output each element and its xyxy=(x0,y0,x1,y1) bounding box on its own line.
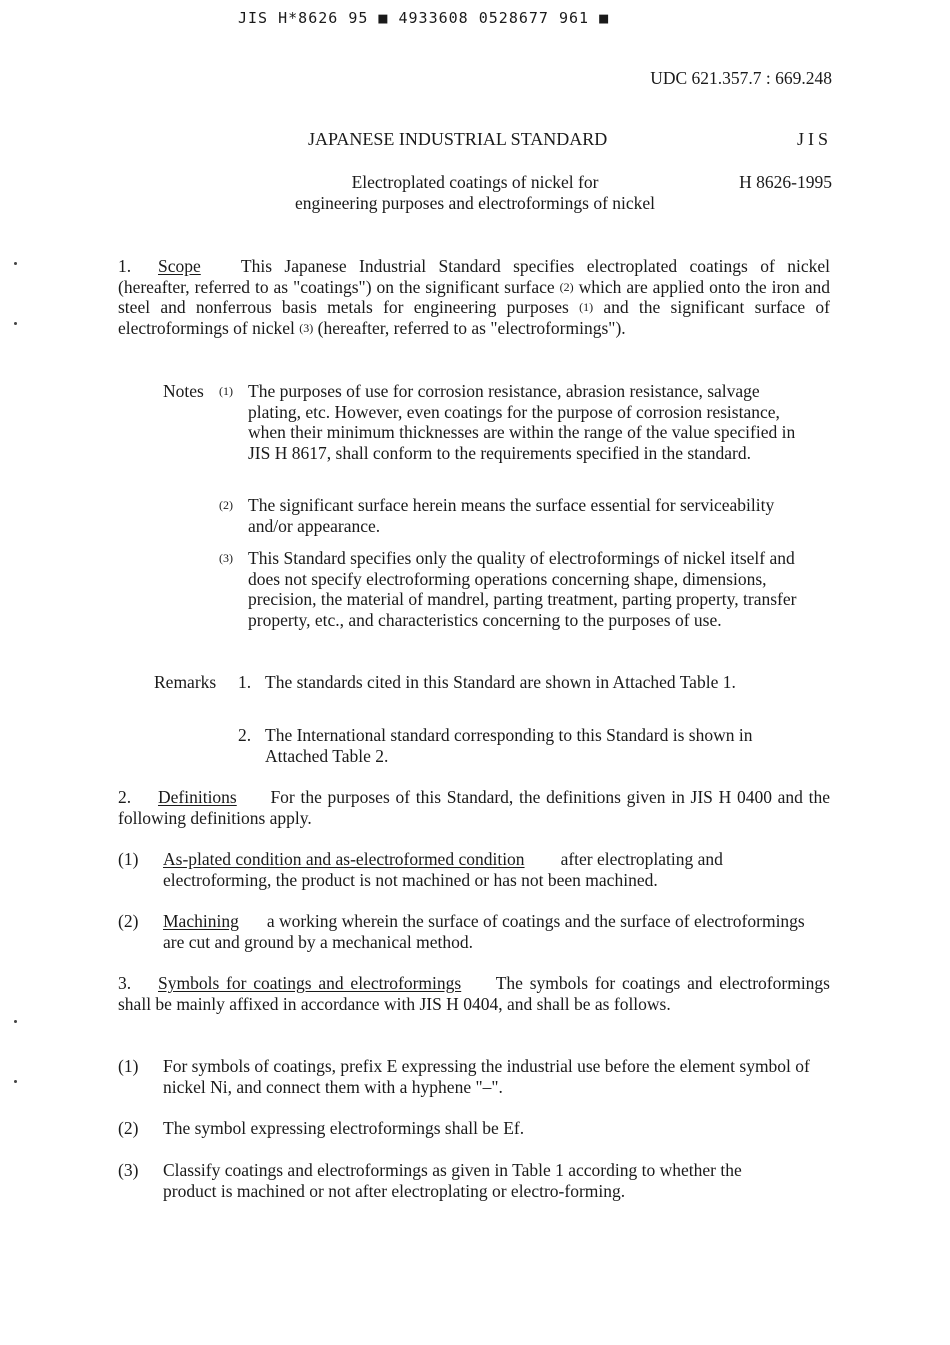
section-number: 3. xyxy=(118,973,132,993)
section-3-symbols xyxy=(118,973,830,1014)
note-text: This Standard specifies only the quality of electroformings of nickel itself and does not specify electroforming operations concerning shape, dimensions, precision, the material of mandrel, parting treatment, parting property, transfer property, etc., and characteristics concerning to the purposes of use. xyxy=(248,548,797,630)
note-reference: (1) xyxy=(579,300,594,314)
definition-term: Machining xyxy=(163,911,239,931)
note-mark xyxy=(219,495,233,516)
section-2-definitions xyxy=(118,787,830,828)
section-number: 1. xyxy=(118,256,132,276)
definition-item xyxy=(163,849,813,890)
section-text: The symbols for coatings and electroformings shall be mainly affixed in accordance with JIS H 0404, and shall be as follows. xyxy=(118,973,830,1014)
document-title-line2: engineering purposes and electroformings of nickel xyxy=(294,192,656,213)
scan-speck xyxy=(14,262,17,265)
section-heading: Scope xyxy=(158,256,201,276)
note-text: The purposes of use for corrosion resistance, abrasion resistance, salvage plating, etc. However, even coatings for the purpose of corrosion resistance, when their minimum thicknesses are within the range of the value specified in JIS H 8617, shall conform to the requirements specified in the standard. xyxy=(248,381,796,463)
definition-number: (2) xyxy=(118,911,139,931)
jis-mark: JIS xyxy=(796,129,832,149)
remark-number: 1. xyxy=(238,672,252,692)
note-text: The significant surface herein means the surface essential for serviceability and/or appearance. xyxy=(248,495,775,536)
note-mark xyxy=(219,548,233,569)
list-item: Classify coatings and electroformings as given in Table 1 according to whether the product is machined or not after electroplating or electro-forming. xyxy=(163,1160,742,1201)
note-number: (2) xyxy=(219,498,233,512)
standard-name: JAPANESE INDUSTRIAL STANDARD xyxy=(308,129,608,149)
list-number: (3) xyxy=(118,1160,139,1180)
list-number: (2) xyxy=(118,1118,139,1138)
definition-item xyxy=(163,911,813,952)
list-item: For symbols of coatings, prefix E expressing the industrial use before the element symbol of nickel Ni, and connect them with a hyphene "–". xyxy=(163,1056,810,1097)
note-reference: (2) xyxy=(559,279,574,294)
remark-number: 2. xyxy=(238,725,252,745)
list-number: (1) xyxy=(118,1056,139,1076)
note-number: (3) xyxy=(219,551,233,565)
section-number: 2. xyxy=(118,787,132,807)
remark-text: The International standard corresponding to this Standard is shown in Attached Table 2. xyxy=(265,725,753,766)
remark-text: The standards cited in this Standard are shown in Attached Table 1. xyxy=(265,672,736,692)
note-number: (1) xyxy=(219,384,233,398)
definition-term: As-plated condition and as-electroformed condition xyxy=(163,849,525,869)
definition-number: (1) xyxy=(118,849,139,869)
definition-text: after electroplating and electroforming, the product is not machined or has not been machined. xyxy=(163,849,723,890)
scan-speck xyxy=(14,1020,17,1023)
section-1-scope xyxy=(118,256,830,338)
section-text: and the significant surface of electroformings of nickel xyxy=(118,297,831,338)
udc-classification: UDC 621.357.7 : 669.248 xyxy=(650,68,832,88)
document-title xyxy=(240,172,710,213)
section-text: which are applied onto the iron and steel and nonferrous basis metals for engineering purposes xyxy=(118,276,831,317)
note-reference: (3) xyxy=(299,320,314,335)
document-title-line1: Electroplated coatings of nickel for xyxy=(351,172,599,192)
remarks-label: Remarks xyxy=(154,672,217,692)
section-text: For the purposes of this Standard, the definitions given in JIS H 0400 and the following definitions apply. xyxy=(118,787,830,828)
scan-speck xyxy=(14,1080,17,1083)
section-heading: Symbols for coatings and electroformings xyxy=(158,973,462,993)
section-heading: Definitions xyxy=(158,787,237,807)
note-mark xyxy=(219,381,233,402)
standard-number: H 8626-1995 xyxy=(739,172,832,192)
document-control-code: JIS H*8626 95 ■ 4933608 0528677 961 ■ xyxy=(238,9,610,27)
section-text: This Japanese Industrial Standard specifies electroplated coatings of nickel (hereafter, referred to as "coatings") on the significant surface xyxy=(118,256,831,297)
notes-label: Notes xyxy=(163,381,204,401)
section-text: (hereafter, referred to as "electroformings"). xyxy=(317,317,626,338)
scan-speck xyxy=(14,322,17,325)
definition-text: a working wherein the surface of coatings and the surface of electroformings are cut and ground by a mechanical method. xyxy=(163,911,805,952)
list-item: The symbol expressing electroformings shall be Ef. xyxy=(163,1118,525,1138)
